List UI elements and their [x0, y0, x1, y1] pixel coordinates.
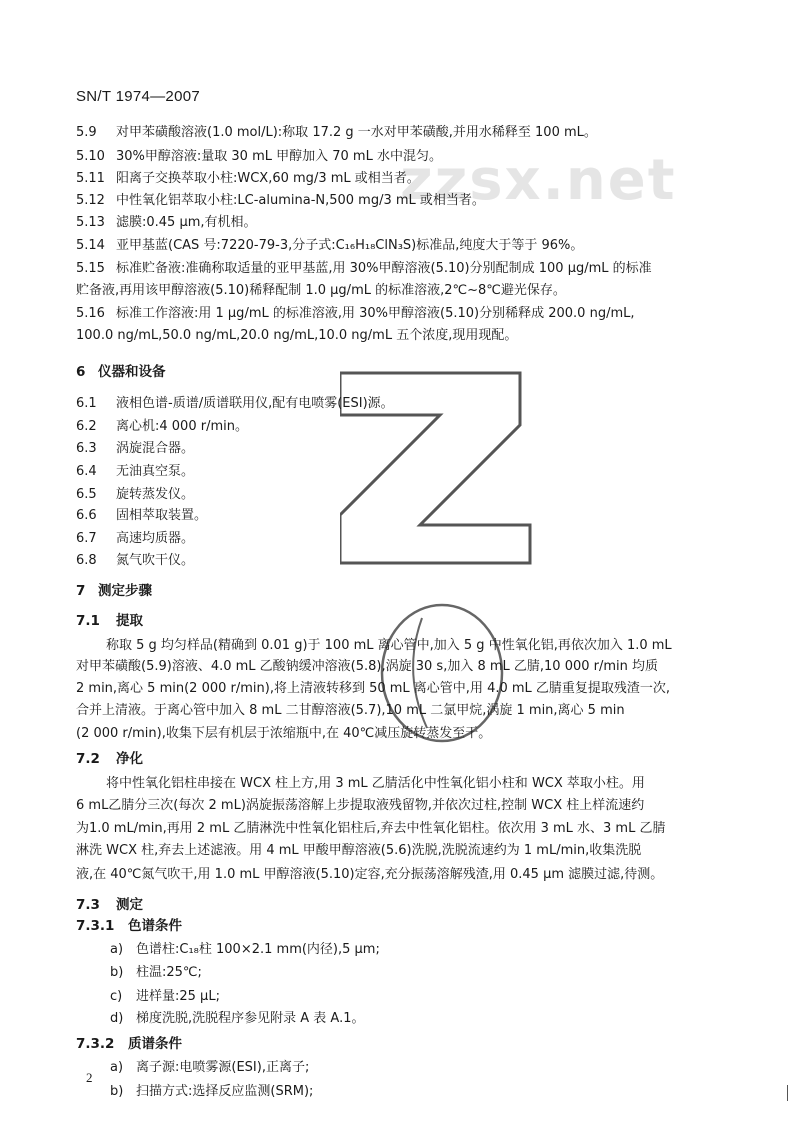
paragraph-line	[76, 327, 517, 345]
clause-7-3	[76, 896, 143, 914]
clause-6-5	[76, 486, 194, 504]
clause-text: 标准工作溶液:用 1 μg/mL 的标准溶液,用 30%甲醇溶液(5.10)分别稀释成 200.0 ng/mL,	[116, 306, 635, 321]
clause-number: 7.3.1	[76, 918, 115, 934]
clause-number: 7.1	[76, 613, 100, 629]
clause-number: 5.13	[76, 215, 105, 230]
clause-text: 滤膜:0.45 μm,有机相。	[116, 215, 257, 230]
clause-7-2	[76, 750, 143, 768]
clause-number: b)	[110, 1084, 124, 1099]
clause-number: 5.16	[76, 306, 105, 321]
clause-text: 柱温:25℃;	[136, 965, 202, 980]
clause-b-	[110, 964, 202, 982]
clause-text: 2 min,离心 5 min(2 000 r/min),将上清液转移到 50 mL 离心管中,用 4.0 mL 乙腈重复提取残渣一次,	[76, 681, 671, 696]
paragraph-line	[76, 702, 625, 720]
paragraph-line	[76, 866, 663, 884]
clause-number: 6	[76, 364, 86, 380]
clause-text: 液,在 40℃氮气吹干,用 1.0 mL 甲醇溶液(5.10)定容,充分振荡溶解残渣,用 0.45 μm 滤膜过滤,待测。	[76, 867, 664, 882]
clause-6-8	[76, 552, 194, 570]
clause-6-1	[76, 395, 394, 413]
paragraph-line	[76, 725, 491, 743]
clause-text: 色谱柱:C₁₈柱 100×2.1 mm(内径),5 μm;	[136, 942, 380, 957]
clause-text: 阳离子交换萃取小柱:WCX,60 mg/3 mL 或相当者。	[116, 171, 420, 186]
clause-7-3-1	[76, 917, 182, 935]
clause-6-4	[76, 463, 194, 481]
clause-text: 仪器和设备	[98, 364, 166, 380]
clause-text: 中性氧化铝萃取小柱:LC-alumina-N,500 mg/3 mL 或相当者。	[116, 193, 485, 208]
clause-6-6	[76, 507, 207, 525]
clause-b-	[110, 1083, 313, 1101]
clause-6	[76, 363, 166, 381]
clause-text: 100.0 ng/mL,50.0 ng/mL,20.0 ng/mL,10.0 ng/mL 五个浓度,现用现配。	[76, 328, 518, 343]
clause-text: 进样量:25 μL;	[136, 989, 220, 1004]
clause-5-15	[76, 260, 652, 278]
clause-text: 无油真空泵。	[116, 464, 195, 479]
clause-5-14	[76, 237, 583, 255]
clause-text: 液相色谱-质谱/质谱联用仪,配有电喷雾(ESI)源。	[116, 396, 394, 411]
clause-text: 提取	[116, 613, 143, 629]
page-number: 2	[86, 1070, 93, 1085]
clause-text: 旋转蒸发仪。	[116, 487, 195, 502]
clause-d-	[110, 1010, 365, 1028]
clause-number: 7.3.2	[76, 1036, 115, 1052]
clause-5-12	[76, 192, 485, 210]
clause-text: 固相萃取装置。	[116, 508, 208, 523]
clause-number: 5.14	[76, 238, 105, 253]
clause-text: 测定步骤	[98, 583, 152, 599]
clause-number: 6.5	[76, 487, 97, 502]
clause-7-1	[76, 612, 143, 630]
clause-5-9	[76, 124, 597, 142]
clause-5-10	[76, 148, 442, 166]
clause-number: a)	[110, 1060, 124, 1075]
clause-number: 6.6	[76, 508, 97, 523]
standard-code: SN/T 1974—2007	[76, 88, 201, 105]
clause-text: 高速均质器。	[116, 531, 195, 546]
clause-text: 扫描方式:选择反应监测(SRM);	[136, 1084, 314, 1099]
paragraph-line	[76, 797, 644, 815]
clause-a-	[110, 1059, 309, 1077]
clause-5-11	[76, 170, 420, 188]
clause-text: 合并上清液。于离心管中加入 8 mL 二甘醇溶液(5.7),10 mL 二氯甲烷,涡旋 1 min,离心 5 min	[76, 703, 625, 718]
clause-number: 5.9	[76, 125, 97, 140]
margin-mark	[787, 1085, 788, 1101]
clause-text: 30%甲醇溶液:量取 30 mL 甲醇加入 70 mL 水中混匀。	[116, 149, 442, 164]
clause-text: 6 mL乙腈分三次(每次 2 mL)涡旋振荡溶解上步提取液残留物,并依次过柱,控制 WCX 柱上样流速约	[76, 798, 645, 813]
paragraph-line	[106, 637, 672, 655]
clause-number: 5.10	[76, 149, 105, 164]
clause-text: 测定	[116, 897, 143, 913]
clause-text: 涡旋混合器。	[116, 441, 195, 456]
clause-text: 梯度洗脱,洗脱程序参见附录 A 表 A.1。	[136, 1011, 365, 1026]
clause-6-7	[76, 530, 194, 548]
clause-text: 净化	[116, 751, 143, 767]
paragraph-line	[76, 680, 670, 698]
clause-text: (2 000 r/min),收集下层有机层于浓缩瓶中,在 40℃减压旋转蒸发至干。	[76, 726, 492, 741]
clause-number: c)	[110, 989, 123, 1004]
clause-number: 5.12	[76, 193, 105, 208]
clause-number: b)	[110, 965, 124, 980]
clause-text: 贮备液,再用该甲醇溶液(5.10)稀释配制 1.0 μg/mL 的标准溶液,2℃~8℃避光保存。	[76, 283, 566, 298]
clause-5-13	[76, 214, 257, 232]
clause-text: 淋洗 WCX 柱,弃去上述滤液。用 4 mL 甲酸甲醇溶液(5.6)洗脱,洗脱流速约为 1 mL/min,收集洗脱	[76, 843, 642, 858]
clause-text: 色谱条件	[128, 918, 182, 934]
clause-number: 6.7	[76, 531, 97, 546]
clause-5-16	[76, 305, 635, 323]
clause-7	[76, 582, 152, 600]
clause-text: 亚甲基蓝(CAS 号:7220-79-3,分子式:C₁₆H₁₈ClN₃S)标准品,纯度大于等于 96%。	[116, 238, 584, 253]
clause-number: a)	[110, 942, 124, 957]
clause-text: 为1.0 mL/min,再用 2 mL 乙腈淋洗中性氧化铝柱后,弃去中性氧化铝柱。依次用 3 mL 水、3 mL 乙腈	[76, 821, 666, 836]
clause-number: 6.1	[76, 396, 97, 411]
clause-number: 6.2	[76, 419, 97, 434]
watermark-text: zzsx.net	[400, 148, 677, 213]
clause-number: d)	[110, 1011, 124, 1026]
paragraph-line	[76, 282, 566, 300]
clause-number: 5.15	[76, 261, 105, 276]
clause-7-3-2	[76, 1035, 182, 1053]
clause-text: 氮气吹干仪。	[116, 553, 195, 568]
clause-number: 6.3	[76, 441, 97, 456]
clause-6-3	[76, 440, 194, 458]
clause-text: 标准贮备液:准确称取适量的亚甲基蓝,用 30%甲醇溶液(5.10)分别配制成 100 μg/mL 的标准	[116, 261, 652, 276]
clause-text: 离子源:电喷雾源(ESI),正离子;	[136, 1060, 310, 1075]
clause-text: 将中性氧化铝柱串接在 WCX 柱上方,用 3 mL 乙腈活化中性氧化铝小柱和 WCX 萃取小柱。用	[106, 776, 645, 791]
clause-c-	[110, 988, 220, 1006]
clause-text: 离心机:4 000 r/min。	[116, 419, 248, 434]
clause-number: 5.11	[76, 171, 105, 186]
paragraph-line	[106, 775, 645, 793]
paragraph-line	[76, 842, 641, 860]
paragraph-line	[76, 820, 665, 838]
clause-number: 6.8	[76, 553, 97, 568]
clause-number: 7.2	[76, 751, 100, 767]
clause-text: 质谱条件	[128, 1036, 182, 1052]
clause-a-	[110, 941, 380, 959]
clause-text: 对甲苯磺酸(5.9)溶液、4.0 mL 乙酸钠缓冲溶液(5.8),涡旋 30 s,加入 8 mL 乙腈,10 000 r/min 均质	[76, 659, 659, 674]
clause-text: 对甲苯磺酸溶液(1.0 mol/L):称取 17.2 g 一水对甲苯磺酸,并用水稀释至 100 mL。	[116, 125, 597, 140]
clause-number: 7.3	[76, 897, 100, 913]
clause-number: 6.4	[76, 464, 97, 479]
clause-number: 7	[76, 583, 86, 599]
clause-text: 称取 5 g 均匀样品(精确到 0.01 g)于 100 mL 离心管中,加入 5 g 中性氧化铝,再依次加入 1.0 mL	[106, 638, 672, 653]
paragraph-line	[76, 658, 658, 676]
clause-6-2	[76, 418, 248, 436]
